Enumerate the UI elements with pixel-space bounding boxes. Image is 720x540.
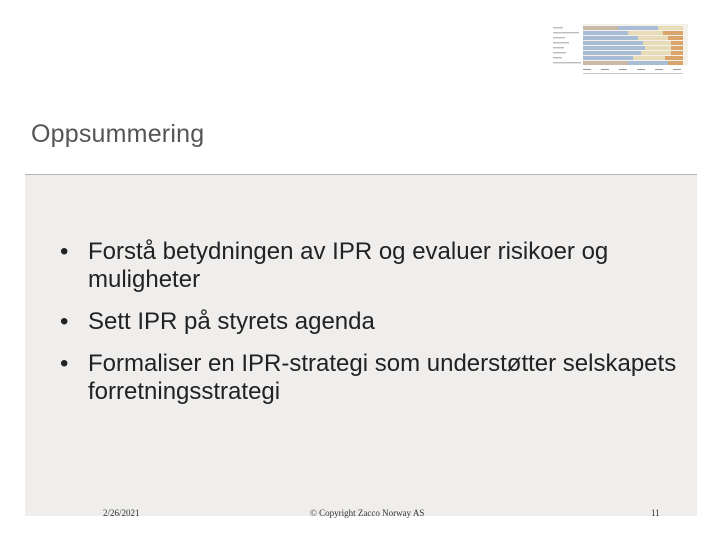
bullet-glyph: • xyxy=(60,350,69,377)
bullet-text: Sett IPR på styrets agenda xyxy=(88,308,375,335)
bullet-text: Formaliser en IPR-strategi som understøtter selskapets forretningsstrategi xyxy=(88,350,677,405)
footer-page-number: 11 xyxy=(651,508,660,518)
bullet-glyph: • xyxy=(60,308,69,335)
bullet-item xyxy=(60,238,680,294)
bullet-item xyxy=(60,350,680,406)
slide-title: Oppsummering xyxy=(31,120,205,148)
bullet-text: Forstå betydningen av IPR og evaluer risikoer og muligheter xyxy=(88,238,609,293)
chart-thumbnail xyxy=(553,24,693,76)
bullet-glyph: • xyxy=(60,238,69,265)
bullet-item xyxy=(60,308,680,336)
footer-copyright: © Copyright Zacco Norway AS xyxy=(310,508,425,518)
footer-date: 2/26/2021 xyxy=(103,508,140,518)
bullet-list xyxy=(60,238,680,420)
